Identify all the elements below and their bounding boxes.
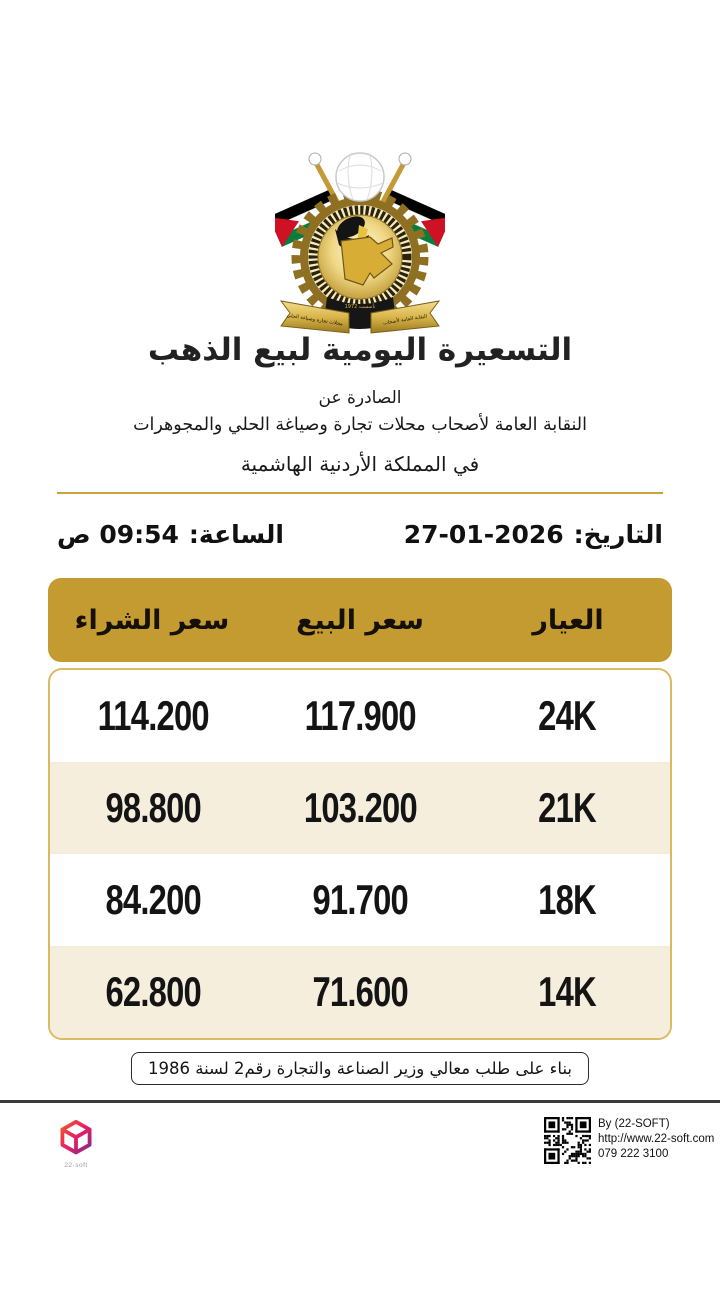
footer-divider (0, 1100, 720, 1103)
page-title: التسعيرة اليومية لبيع الذهب (147, 332, 573, 368)
sell-value: 117.900 (304, 692, 416, 739)
datetime-row (57, 512, 663, 556)
sell-cell (257, 876, 464, 924)
issued-by-line3: في المملكة الأردنية الهاشمية (240, 452, 480, 476)
table-row-24k (50, 670, 670, 762)
buy-cell (50, 876, 257, 924)
credit-phone: 079 222 3100 (598, 1148, 669, 1160)
buy-cell (50, 692, 257, 740)
column-header-sell: سعر البيع (296, 604, 424, 636)
time-pair (57, 520, 284, 549)
sell-cell (257, 784, 464, 832)
syndicate-emblem-graphic (275, 145, 445, 340)
table-row-21k (50, 762, 670, 854)
cube-logo-icon (59, 1118, 93, 1158)
gold-divider (57, 492, 663, 494)
sell-cell (257, 968, 464, 1016)
credit-by: By (22-SOFT) (598, 1118, 670, 1130)
issued-by-line1: الصادرة عن (318, 388, 402, 408)
buy-cell (50, 784, 257, 832)
buy-value: 114.200 (97, 692, 209, 739)
column-header-buy: سعر الشراء (74, 604, 230, 636)
sell-value: 103.200 (303, 784, 417, 831)
table-row-14k (50, 946, 670, 1038)
sell-value: 71.600 (312, 968, 408, 1015)
karat-cell (463, 784, 670, 832)
time-value: 09:54 ص (57, 519, 179, 549)
qr-code (544, 1117, 591, 1164)
emblem-band-text: تأسست 1972 (344, 304, 376, 310)
buy-cell (50, 968, 257, 1016)
price-table-body (48, 668, 672, 1040)
buy-value: 84.200 (105, 876, 202, 923)
sell-cell (257, 692, 464, 740)
buy-value: 62.800 (105, 968, 202, 1015)
ribbon-left-text: محلات تجارة وصياغة الحلي (286, 312, 344, 328)
karat-value: 18K (537, 876, 596, 923)
credit-url: http://www.22-soft.com (598, 1133, 715, 1145)
credits-block (598, 1117, 715, 1162)
vendor-logo (58, 1118, 94, 1169)
table-row-18k (50, 854, 670, 946)
karat-cell (463, 692, 670, 740)
vendor-logo-caption: 22-soft (64, 1162, 88, 1169)
issued-by-line2: النقابة العامة لأصحاب محلات تجارة وصياغة الحلي والمجوهرات (133, 415, 587, 435)
karat-value: 14K (537, 968, 596, 1015)
buy-value: 98.800 (105, 784, 202, 831)
karat-value: 21K (537, 784, 596, 831)
time-label: الساعة: (188, 519, 284, 549)
syndicate-emblem (275, 145, 445, 340)
price-table-header (48, 578, 672, 662)
ministerial-note: بناء على طلب معالي وزير الصناعة والتجارة رقم2 لسنة 1986 (131, 1052, 589, 1085)
date-value: 27-01-2026 (403, 519, 564, 549)
date-label: التاريخ: (573, 519, 663, 549)
karat-cell (463, 876, 670, 924)
date-pair (404, 520, 663, 549)
ribbon-right-text: النقابة العامة لأصحاب (382, 313, 428, 327)
karat-value: 24K (537, 692, 596, 739)
karat-cell (463, 968, 670, 1016)
column-header-karat: العيار (532, 604, 604, 636)
sell-value: 91.700 (312, 876, 408, 923)
sphere-icon (336, 153, 384, 201)
